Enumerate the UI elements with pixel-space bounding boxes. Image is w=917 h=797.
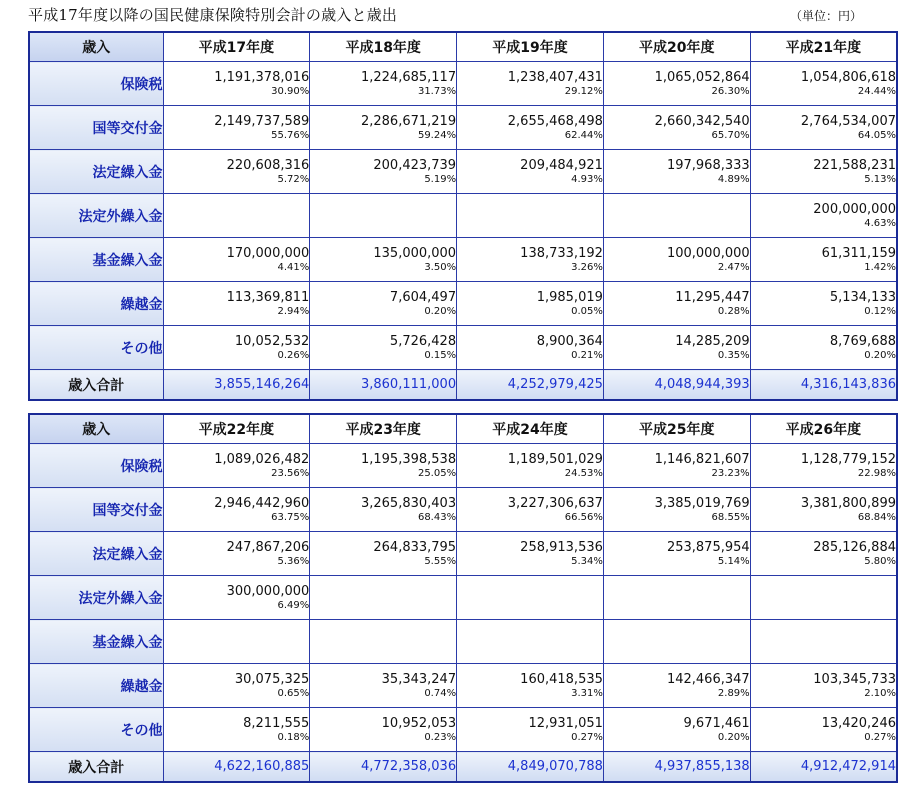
value-cell bbox=[310, 664, 457, 708]
amount-value: 264,833,795 bbox=[373, 539, 457, 555]
value-cell bbox=[603, 194, 750, 238]
amount-value: 142,466,347 bbox=[666, 671, 750, 687]
value-cell bbox=[163, 444, 310, 488]
amount-value: 170,000,000 bbox=[226, 245, 310, 261]
year-header: 平成20年度 bbox=[603, 32, 750, 62]
value-cell bbox=[603, 444, 750, 488]
amount-value: 138,733,192 bbox=[520, 245, 603, 261]
row-label: 繰越金 bbox=[29, 664, 163, 708]
value-cell bbox=[603, 326, 750, 370]
amount-value: 1,195,398,538 bbox=[360, 451, 457, 467]
unit-note: （単位：円） bbox=[790, 9, 863, 23]
table-row bbox=[29, 62, 897, 106]
row-label: その他 bbox=[29, 326, 163, 370]
value-cell bbox=[163, 194, 310, 238]
value-cell bbox=[310, 444, 457, 488]
value-cell bbox=[163, 664, 310, 708]
amount-value: 1,224,685,117 bbox=[360, 69, 457, 85]
amount-value: 247,867,206 bbox=[226, 539, 310, 555]
percent-value: 0.23% bbox=[424, 731, 457, 743]
amount-value: 3,381,800,899 bbox=[800, 495, 896, 511]
value-cell bbox=[457, 620, 604, 664]
percent-value: 66.56% bbox=[564, 511, 603, 523]
value-cell bbox=[603, 708, 750, 752]
row-label: 国等交付金 bbox=[29, 488, 163, 532]
value-cell bbox=[310, 194, 457, 238]
value-cell bbox=[750, 194, 897, 238]
percent-value: 30.90% bbox=[271, 85, 310, 97]
value-cell bbox=[750, 620, 897, 664]
value-cell bbox=[750, 62, 897, 106]
amount-value: 1,054,806,618 bbox=[800, 69, 896, 85]
amount-value: 30,075,325 bbox=[234, 671, 310, 687]
percent-value: 23.56% bbox=[271, 467, 310, 479]
amount-value: 1,089,026,482 bbox=[214, 451, 310, 467]
amount-value: 1,065,052,864 bbox=[654, 69, 750, 85]
table-row bbox=[29, 282, 897, 326]
amount-value: 8,900,364 bbox=[536, 333, 603, 349]
percent-value: 0.21% bbox=[571, 349, 603, 361]
value-cell bbox=[603, 620, 750, 664]
value-cell bbox=[310, 150, 457, 194]
percent-value: 63.75% bbox=[271, 511, 310, 523]
amount-value: 12,931,051 bbox=[528, 715, 603, 731]
percent-value: 0.15% bbox=[424, 349, 457, 361]
amount-value: 1,128,779,152 bbox=[800, 451, 896, 467]
value-cell bbox=[750, 708, 897, 752]
value-cell bbox=[750, 532, 897, 576]
row-label: 繰越金 bbox=[29, 282, 163, 326]
value-cell bbox=[457, 62, 604, 106]
table-row bbox=[29, 532, 897, 576]
year-header: 平成17年度 bbox=[163, 32, 310, 62]
total-cell bbox=[310, 370, 457, 401]
amount-value: 1,189,501,029 bbox=[507, 451, 603, 467]
amount-value: 2,286,671,219 bbox=[360, 113, 457, 129]
value-cell bbox=[163, 620, 310, 664]
percent-value: 2.10% bbox=[864, 687, 896, 699]
percent-value: 0.65% bbox=[277, 687, 310, 699]
percent-value: 1.42% bbox=[864, 261, 896, 273]
value-cell bbox=[603, 664, 750, 708]
amount-value: 10,952,053 bbox=[381, 715, 457, 731]
year-header: 平成24年度 bbox=[457, 414, 604, 444]
revenue-table-1 bbox=[28, 31, 898, 401]
value-cell bbox=[163, 326, 310, 370]
amount-value: 13,420,246 bbox=[821, 715, 896, 731]
amount-value: 135,000,000 bbox=[373, 245, 457, 261]
value-cell bbox=[457, 282, 604, 326]
total-cell bbox=[163, 752, 310, 783]
percent-value: 68.55% bbox=[711, 511, 750, 523]
value-cell bbox=[457, 488, 604, 532]
value-cell bbox=[457, 326, 604, 370]
percent-value: 0.20% bbox=[717, 731, 750, 743]
percent-value: 3.50% bbox=[424, 261, 457, 273]
amount-value: 10,052,532 bbox=[234, 333, 310, 349]
value-cell bbox=[310, 708, 457, 752]
percent-value: 4.41% bbox=[277, 261, 310, 273]
percent-value: 4.89% bbox=[717, 173, 750, 185]
percent-value: 2.47% bbox=[717, 261, 750, 273]
value-cell bbox=[750, 150, 897, 194]
total-value: 4,048,944,393 bbox=[654, 377, 750, 392]
percent-value: 62.44% bbox=[564, 129, 603, 141]
amount-value: 61,311,159 bbox=[821, 245, 896, 261]
amount-value: 200,000,000 bbox=[813, 201, 896, 217]
percent-value: 2.94% bbox=[277, 305, 310, 317]
value-cell bbox=[457, 106, 604, 150]
amount-value: 11,295,447 bbox=[675, 289, 750, 305]
value-cell bbox=[750, 488, 897, 532]
percent-value: 5.55% bbox=[424, 555, 457, 567]
header-label: 歳入 bbox=[29, 32, 163, 62]
year-header: 平成23年度 bbox=[310, 414, 457, 444]
percent-value: 5.13% bbox=[864, 173, 896, 185]
amount-value: 5,134,133 bbox=[829, 289, 896, 305]
row-label: その他 bbox=[29, 708, 163, 752]
value-cell bbox=[457, 444, 604, 488]
table-row bbox=[29, 238, 897, 282]
value-cell bbox=[310, 532, 457, 576]
value-cell bbox=[163, 282, 310, 326]
table-row bbox=[29, 488, 897, 532]
amount-value: 160,418,535 bbox=[520, 671, 603, 687]
total-value: 4,316,143,836 bbox=[800, 377, 896, 392]
value-cell bbox=[163, 150, 310, 194]
total-value: 3,855,146,264 bbox=[214, 377, 310, 392]
total-value: 4,912,472,914 bbox=[800, 759, 896, 774]
year-header: 平成18年度 bbox=[310, 32, 457, 62]
value-cell bbox=[603, 488, 750, 532]
amount-value: 103,345,733 bbox=[813, 671, 896, 687]
table-row bbox=[29, 444, 897, 488]
table-row bbox=[29, 106, 897, 150]
amount-value: 5,726,428 bbox=[389, 333, 457, 349]
percent-value: 0.35% bbox=[717, 349, 750, 361]
amount-value: 253,875,954 bbox=[666, 539, 750, 555]
percent-value: 5.72% bbox=[277, 173, 310, 185]
row-label: 国等交付金 bbox=[29, 106, 163, 150]
percent-value: 23.23% bbox=[711, 467, 750, 479]
total-row bbox=[29, 752, 897, 783]
percent-value: 5.80% bbox=[864, 555, 896, 567]
table-row bbox=[29, 576, 897, 620]
amount-value: 3,265,830,403 bbox=[360, 495, 457, 511]
percent-value: 2.89% bbox=[717, 687, 750, 699]
percent-value: 64.05% bbox=[857, 129, 896, 141]
percent-value: 5.36% bbox=[277, 555, 310, 567]
header-label: 歳入 bbox=[29, 414, 163, 444]
amount-value: 197,968,333 bbox=[666, 157, 750, 173]
percent-value: 5.14% bbox=[717, 555, 750, 567]
value-cell bbox=[310, 620, 457, 664]
row-label: 法定外繰入金 bbox=[29, 194, 163, 238]
percent-value: 0.74% bbox=[424, 687, 457, 699]
amount-value: 1,985,019 bbox=[536, 289, 603, 305]
percent-value: 5.34% bbox=[571, 555, 603, 567]
value-cell bbox=[163, 576, 310, 620]
percent-value: 0.05% bbox=[571, 305, 603, 317]
header-row bbox=[29, 414, 897, 444]
total-cell bbox=[457, 370, 604, 401]
amount-value: 2,660,342,540 bbox=[654, 113, 750, 129]
value-cell bbox=[310, 326, 457, 370]
table-row bbox=[29, 620, 897, 664]
total-cell bbox=[163, 370, 310, 401]
value-cell bbox=[310, 62, 457, 106]
table-row bbox=[29, 150, 897, 194]
amount-value: 1,146,821,607 bbox=[654, 451, 750, 467]
total-label: 歳入合計 bbox=[29, 752, 163, 783]
value-cell bbox=[750, 326, 897, 370]
percent-value: 0.27% bbox=[571, 731, 603, 743]
total-row bbox=[29, 370, 897, 401]
amount-value: 35,343,247 bbox=[381, 671, 457, 687]
amount-value: 258,913,536 bbox=[520, 539, 603, 555]
value-cell bbox=[457, 532, 604, 576]
table-row bbox=[29, 194, 897, 238]
percent-value: 6.49% bbox=[277, 599, 310, 611]
value-cell bbox=[310, 488, 457, 532]
total-label: 歳入合計 bbox=[29, 370, 163, 401]
percent-value: 0.12% bbox=[864, 305, 896, 317]
percent-value: 22.98% bbox=[857, 467, 896, 479]
value-cell bbox=[603, 532, 750, 576]
value-cell bbox=[750, 238, 897, 282]
year-header: 平成21年度 bbox=[750, 32, 897, 62]
amount-value: 3,385,019,769 bbox=[654, 495, 750, 511]
value-cell bbox=[750, 106, 897, 150]
percent-value: 65.70% bbox=[711, 129, 750, 141]
amount-value: 2,764,534,007 bbox=[800, 113, 896, 129]
total-cell bbox=[750, 370, 897, 401]
total-value: 3,860,111,000 bbox=[360, 377, 457, 392]
row-label: 基金繰入金 bbox=[29, 620, 163, 664]
value-cell bbox=[750, 282, 897, 326]
amount-value: 100,000,000 bbox=[666, 245, 750, 261]
row-label: 法定外繰入金 bbox=[29, 576, 163, 620]
amount-value: 220,608,316 bbox=[226, 157, 310, 173]
year-header: 平成26年度 bbox=[750, 414, 897, 444]
total-cell bbox=[603, 752, 750, 783]
amount-value: 7,604,497 bbox=[389, 289, 457, 305]
amount-value: 9,671,461 bbox=[683, 715, 750, 731]
percent-value: 0.28% bbox=[717, 305, 750, 317]
percent-value: 29.12% bbox=[564, 85, 603, 97]
value-cell bbox=[603, 106, 750, 150]
row-label: 法定繰入金 bbox=[29, 150, 163, 194]
value-cell bbox=[163, 708, 310, 752]
value-cell bbox=[457, 238, 604, 282]
percent-value: 55.76% bbox=[271, 129, 310, 141]
value-cell bbox=[603, 62, 750, 106]
amount-value: 209,484,921 bbox=[520, 157, 603, 173]
value-cell bbox=[603, 150, 750, 194]
row-label: 法定繰入金 bbox=[29, 532, 163, 576]
percent-value: 59.24% bbox=[417, 129, 457, 141]
value-cell bbox=[163, 238, 310, 282]
percent-value: 68.84% bbox=[857, 511, 896, 523]
table-row bbox=[29, 664, 897, 708]
value-cell bbox=[457, 664, 604, 708]
header-row bbox=[29, 32, 897, 62]
percent-value: 5.19% bbox=[424, 173, 457, 185]
value-cell bbox=[310, 106, 457, 150]
total-value: 4,252,979,425 bbox=[507, 377, 603, 392]
percent-value: 25.05% bbox=[417, 467, 457, 479]
value-cell bbox=[457, 150, 604, 194]
percent-value: 0.20% bbox=[424, 305, 457, 317]
percent-value: 68.43% bbox=[417, 511, 457, 523]
total-cell bbox=[603, 370, 750, 401]
total-value: 4,849,070,788 bbox=[507, 759, 603, 774]
revenue-table-2 bbox=[28, 413, 898, 783]
value-cell bbox=[603, 282, 750, 326]
percent-value: 4.63% bbox=[864, 217, 896, 229]
value-cell bbox=[310, 238, 457, 282]
percent-value: 0.26% bbox=[277, 349, 310, 361]
total-value: 4,622,160,885 bbox=[214, 759, 310, 774]
amount-value: 8,769,688 bbox=[829, 333, 896, 349]
total-value: 4,772,358,036 bbox=[360, 759, 457, 774]
total-value: 4,937,855,138 bbox=[654, 759, 750, 774]
total-cell bbox=[750, 752, 897, 783]
percent-value: 0.18% bbox=[277, 731, 310, 743]
percent-value: 4.93% bbox=[571, 173, 603, 185]
amount-value: 285,126,884 bbox=[813, 539, 896, 555]
value-cell bbox=[750, 444, 897, 488]
value-cell bbox=[163, 488, 310, 532]
amount-value: 2,655,468,498 bbox=[507, 113, 603, 129]
amount-value: 2,946,442,960 bbox=[214, 495, 310, 511]
value-cell bbox=[163, 532, 310, 576]
row-label: 保険税 bbox=[29, 444, 163, 488]
value-cell bbox=[310, 576, 457, 620]
page-title: 平成17年度以降の国民健康保険特別会計の歳入と歳出 bbox=[28, 6, 398, 24]
total-cell bbox=[457, 752, 604, 783]
amount-value: 1,238,407,431 bbox=[507, 69, 603, 85]
amount-value: 2,149,737,589 bbox=[214, 113, 310, 129]
amount-value: 221,588,231 bbox=[813, 157, 896, 173]
value-cell bbox=[457, 576, 604, 620]
value-cell bbox=[310, 282, 457, 326]
value-cell bbox=[163, 62, 310, 106]
amount-value: 3,227,306,637 bbox=[507, 495, 603, 511]
total-cell bbox=[310, 752, 457, 783]
row-label: 基金繰入金 bbox=[29, 238, 163, 282]
amount-value: 14,285,209 bbox=[675, 333, 750, 349]
percent-value: 0.20% bbox=[864, 349, 896, 361]
percent-value: 24.53% bbox=[564, 467, 603, 479]
amount-value: 8,211,555 bbox=[243, 715, 310, 731]
amount-value: 113,369,811 bbox=[226, 289, 310, 305]
value-cell bbox=[750, 576, 897, 620]
year-header: 平成25年度 bbox=[603, 414, 750, 444]
value-cell bbox=[603, 238, 750, 282]
value-cell bbox=[163, 106, 310, 150]
percent-value: 0.27% bbox=[864, 731, 896, 743]
table-row bbox=[29, 326, 897, 370]
year-header: 平成22年度 bbox=[163, 414, 310, 444]
value-cell bbox=[750, 664, 897, 708]
amount-value: 200,423,739 bbox=[373, 157, 457, 173]
amount-value: 300,000,000 bbox=[226, 583, 310, 599]
row-label: 保険税 bbox=[29, 62, 163, 106]
percent-value: 26.30% bbox=[711, 85, 750, 97]
value-cell bbox=[603, 576, 750, 620]
percent-value: 3.26% bbox=[571, 261, 603, 273]
percent-value: 31.73% bbox=[417, 85, 457, 97]
value-cell bbox=[457, 708, 604, 752]
value-cell bbox=[457, 194, 604, 238]
amount-value: 1,191,378,016 bbox=[214, 69, 310, 85]
percent-value: 24.44% bbox=[857, 85, 896, 97]
year-header: 平成19年度 bbox=[457, 32, 604, 62]
table-row bbox=[29, 708, 897, 752]
percent-value: 3.31% bbox=[571, 687, 603, 699]
